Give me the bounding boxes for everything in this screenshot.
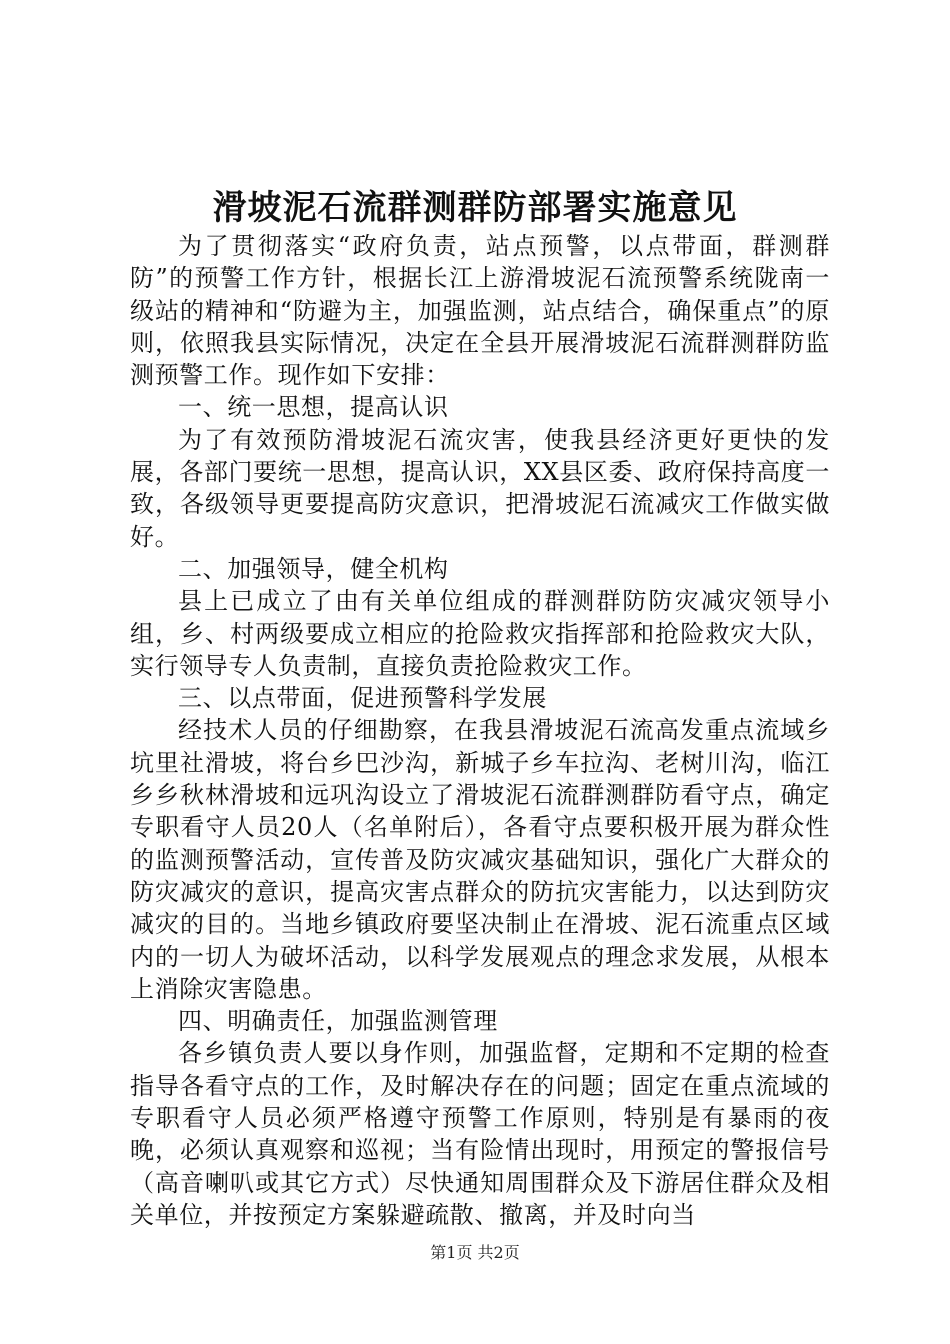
section-body-2: 县上已成立了由有关单位组成的群测群防防灾减灾领导小组，乡、村两级要成立相应的抢险救灾指挥部和抢险救灾大队，实行领导专人负责制，直接负责抢险救灾工作。 bbox=[130, 587, 830, 680]
section-heading-2: 二、加强领导，健全机构 bbox=[178, 554, 449, 583]
section-body-4: 各乡镇负责人要以身作则，加强监督，定期和不定期的检查指导各看守点的工作，及时解决存在的问题；固定在重点流域的专职看守人员必须严格遵守预警工作原则，特别是有暴雨的夜晚，必须认真观察和巡视；当有险情出现时，用预定的警报信号（高音喇叭或其它方式）尽快通知周围群众及下游居住群众及相关单位，并按预定方案躲避疏散、撤离，并及时向当 bbox=[130, 1039, 830, 1229]
intro-paragraph: 为了贯彻落实“政府负责，站点预警，以点带面，群测群防”的预警工作方针，根据长江上游滑坡泥石流预警系统陇南一级站的精神和“防避为主，加强监测，站点结合，确保重点”的原则，依照我县实际情况，决定在全县开展滑坡泥石流群测群防监测预警工作。现作如下安排： bbox=[130, 232, 830, 390]
section-heading-3: 三、以点带面，促进预警科学发展 bbox=[178, 684, 547, 713]
section-heading-4: 四、明确责任，加强监测管理 bbox=[178, 1007, 498, 1036]
section-heading-1: 一、统一思想，提高认识 bbox=[178, 393, 449, 422]
section-body-1: 为了有效预防滑坡泥石流灾害，使我县经济更好更快的发展，各部门要统一思想，提高认识，XX县区委、政府保持高度一致，各级领导更要提高防灾意识，把滑坡泥石流减灾工作做实做好。 bbox=[130, 425, 830, 551]
section-body-3: 经技术人员的仔细勘察，在我县滑坡泥石流高发重点流域乡坑里社滑坡，将台乡巴沙沟，新城子乡车拉沟、老树川沟，临江乡乡秋林滑坡和远巩沟设立了滑坡泥石流群测群防看守点，确定专职看守人员20人（名单附后），各看守点要积极开展为群众性的监测预警活动，宣传普及防灾减灾基础知识，强化广大群众的防灾减灾的意识，提高灾害点群众的防抗灾害能力，以达到防灾减灾的目的。当地乡镇政府要坚决制止在滑坡、泥石流重点区域内的一切人为破坏活动，以科学发展观点的理念求发展，从根本上消除灾害隐患。 bbox=[130, 716, 830, 1003]
page-number-footer: 第1页 共2页 bbox=[430, 1243, 520, 1262]
document-title: 滑坡泥石流群测群防部署实施意见 bbox=[212, 188, 738, 228]
document-body bbox=[130, 230, 830, 1231]
